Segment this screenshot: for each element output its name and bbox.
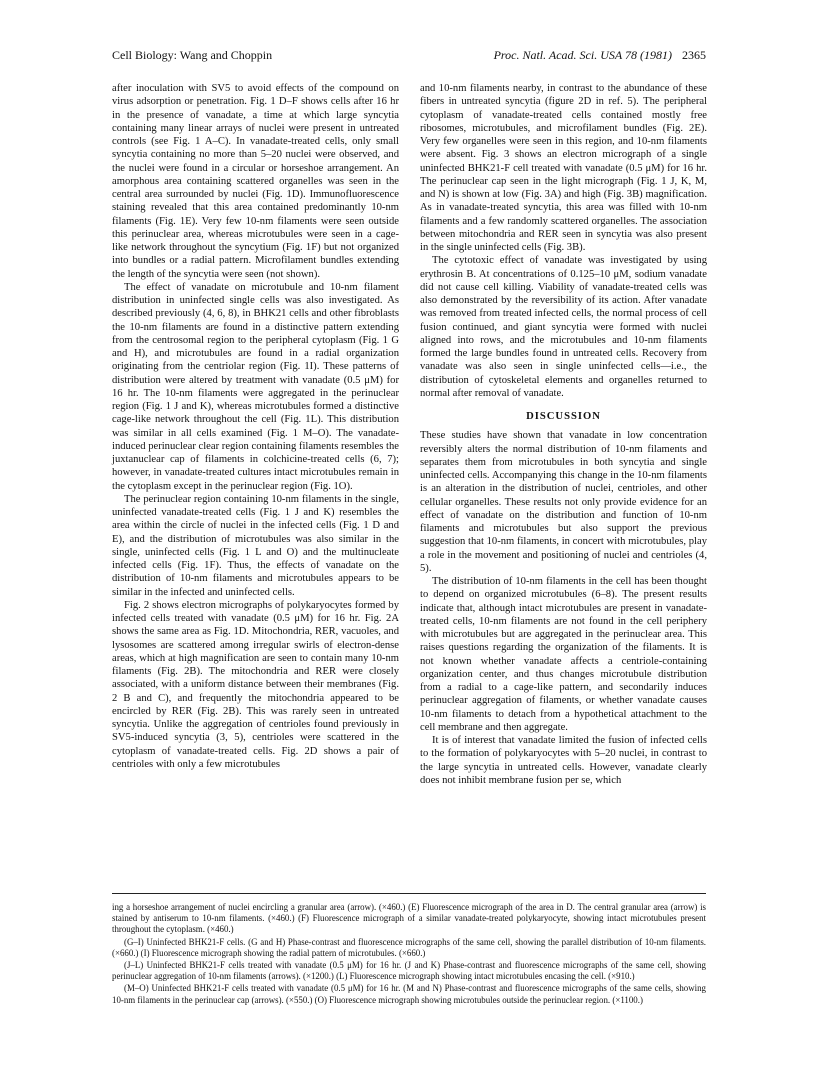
paragraph: It is of interest that vanadate limited the fusion of infected cells to the formation of polykaryocytes with 5–20 nuclei, in contrast to the large syncytia in untreated cells. However, vanadate clearly does not inhibit membrane fusion per se, which (420, 735, 707, 786)
caption-paragraph: (G–I) Uninfected BHK21-F cells. (G and H) Phase-contrast and fluorescence micrographs of the same cell, showing the parallel distribution of 10-nm filaments. (×660.) (I) Fluorescence micrograph showing the radial pattern of microtubules. (×660.) (112, 936, 706, 958)
running-header (112, 48, 706, 68)
caption-paragraph: (J–L) Uninfected BHK21-F cells treated with vanadate (0.5 μM) for 16 hr. (J and K) Phase-contrast and fluorescence micrographs of the same cell, showing perinuclear aggregation of 10-nm filaments (arrows). (×1200.) (L) Fluorescence micrograph showing intact microtubules encasing the cell. (×910.) (112, 960, 706, 982)
paragraph: The distribution of 10-nm filaments in the cell has been thought to depend on organized microtubules (6–8). The present results indicate that, although intact microtubules are present in vanadate-treated cells, 10-nm filaments are not found in the cell periphery with microtubules but are aggregated in the perinuclear area. This raises questions regarding the organization of the filaments. It is not known whether vanadate affects a centriole-containing organization center, and thus changes microtubule distribution from a radial to a cage-like pattern, and secondarily induces perinuclear aggregation of filaments, or whether vanadate causes 10-nm filaments to detach from a hypothetical attachment to the cell membrane and then aggregate. (420, 576, 707, 733)
paragraph: after inoculation with SV5 to avoid effects of the compound on virus adsorption or penetration. Fig. 1 D–F shows cells after 16 hr in the presence of vanadate, a time at which large syncytia containing many linear arrays of nuclei were present in untreated controls (see Fig. 1 A–C). In vanadate-treated cells, only small syncytia containing no more than 5–20 nuclei were observed, and the nuclei were found in a circular or horseshoe arrangement. An amorphous area containing scattered organelles was seen in the central area surrounded by nuclei (Fig. 1D). Immunofluorescence staining revealed that this area contained predominantly 10-nm filaments (Fig. 1E). Very few 10-nm filaments were seen outside this perinuclear area, whereas microtubules were seen in a cage-like network throughout the syncytium (Fig. 1F) but not organized into bundles or a radial pattern. Microfilament bundles extending the length of the syncytia were seen (not shown). (112, 83, 399, 280)
paragraph: These studies have shown that vanadate in low concentration reversibly alters the normal distribution of 10-nm filaments and separates them from microtubules in both syncytia and single uninfected cells. Accompanying this change in the 10-nm filaments is an alteration in the distribution of nuclei, centrioles, and other cellular organelles. These results not only provide evidence for an effect of vanadate on the distribution and function of 10-nm filaments and microtubules but also support the previous suggestion that 10-nm filaments, in concert with microtubules, play a role in the movement and positioning of nuclei and centrioles (4, 5). (420, 430, 707, 574)
paragraph: The effect of vanadate on microtubule and 10-nm filament distribution in uninfected single cells was also investigated. As described previously (4, 6, 8), in BHK21 cells and other fibroblasts the 10-nm filaments are found in a distinctive pattern extending from the centrosomal region to the peripheral cytoplasm (Fig. 1 G and H), and microtubules are found in a radial organization originating from the centriolar region (Fig. 1I). These patterns of distribution were altered by treatment with vanadate (0.5 μM) for 16 hr. The 10-nm filaments were aggregated in the perinuclear region (Fig. 1 J and K), whereas microtubules formed a distinctive cage-like network throughout the cell (Fig. 1L). This distribution was similar in all cells examined (Fig. 1 M–O). The vanadate-induced perinuclear clear region containing filaments resembles the juxtanuclear cap of filaments in colchicine-treated cells (6, 7); however, in vanadate-treated cultures intact microtubules remain in the cytoplasm except in the perinuclear region (Fig. 1O). (112, 281, 399, 492)
section-heading-discussion: DISCUSSION (526, 411, 601, 422)
header-journal (494, 48, 706, 63)
caption-paragraph: ing a horseshoe arrangement of nuclei encircling a granular area (arrow). (×460.) (E) Fluorescence micrograph of the area in D. The central granular area (arrow) is stained by antiserum to 10-nm filaments. (×460.) (F) Fluorescence micrograph of a similar vanadate-treated polykaryocyte, showing intact microtubules present throughout the cytoplasm. (×460.) (112, 902, 706, 935)
page-number: 2365 (682, 48, 706, 62)
left-column (112, 82, 399, 771)
figure-caption (112, 902, 706, 1007)
header-section-authors: Cell Biology: Wang and Choppin (112, 48, 273, 62)
caption-paragraph: (M–O) Uninfected BHK21-F cells treated with vanadate (0.5 μM) for 16 hr. (M and N) Phase-contrast and fluorescence micrographs of the same cells, showing 10-nm filaments in the perinuclear cap (arrows). (×550.) (O) Fluorescence micrograph showing microtubules outside the perinuclear region. (×1100.) (112, 983, 706, 1005)
caption-divider (112, 893, 706, 894)
right-column (420, 82, 707, 787)
paragraph: The cytotoxic effect of vanadate was investigated by using erythrosin B. At concentrations of 0.125–10 μM, sodium vanadate did not cause cell killing. Viability of vanadate-treated cells was also demonstrated by the reversibility of its action. After vanadate was removed from treated infected cells, the normal process of cell fusion continued, and giant syncytia were formed with nuclei aligned into rows, and the microtubules and 10-nm filaments formed the large bundles found in untreated cells. Recovery from vanadate was also seen in single uninfected cells—i.e., the distribution of cytoskeletal elements and organelles returned to normal after removal of vanadate. (420, 255, 707, 399)
paragraph: The perinuclear region containing 10-nm filaments in the single, uninfected vanadate-treated cells (Fig. 1 J and K) resembles the area within the circle of nuclei in the infected cells (Fig. 1 D and E), and the distribution of microtubules was also similar in the single, uninfected cells (Fig. 1 L and O) and the multinucleate infected cells (Fig. 1F). Thus, the effects of vanadate on the distribution of 10-nm filaments and microtubules appears to be similar in the infected and uninfected cells. (112, 493, 399, 598)
paragraph: Fig. 2 shows electron micrographs of polykaryocytes formed by infected cells treated with vanadate (0.5 μM) for 16 hr. Fig. 2A shows the same area as Fig. 1D. Mitochondria, RER, vacuoles, and lysosomes are scattered among irregular swirls of electron-dense areas, which at high magnification are seen to contain many 10-nm filaments (Fig. 2B). The mitochondria and RER were closely associated, with a uniform distance between their membranes (Fig. 2 B and C), and frequently the mitochondria appeared to be encircled by RER (Fig. 2B). This was rarely seen in untreated syncytia. Unlike the aggregation of centrioles found previously in SV5-induced syncytia (3, 5), centrioles were scattered in the cytoplasm of vanadate-treated cells. Fig. 2D shows a pair of centrioles with only a few microtubules (112, 599, 399, 770)
header-journal-citation: Proc. Natl. Acad. Sci. USA 78 (1981) (493, 48, 672, 62)
paragraph: and 10-nm filaments nearby, in contrast to the abundance of these fibers in untreated syncytia (figure 2D in ref. 5). The peripheral cytoplasm of vanadate-treated cells contained mostly free ribosomes, microtubules, and microfilament bundles (Fig. 2E). Very few organelles were seen in this region, and 10-nm filaments were absent. Fig. 3 shows an electron micrograph of a single uninfected BHK21-F cell treated with vanadate (0.5 μM) for 16 hr. The perinuclear cap seen in the light micrograph (Fig. 1 J, K, M, and N) is shown at low (Fig. 3A) and high (Fig. 3B) magnification. As in vanadate-treated syncytia, this area was filled with 10-nm filaments and a few randomly scattered organelles. The association between mitochondria and RER seen in syncytia was also present in the single uninfected cells (Fig. 3B). (420, 83, 707, 253)
